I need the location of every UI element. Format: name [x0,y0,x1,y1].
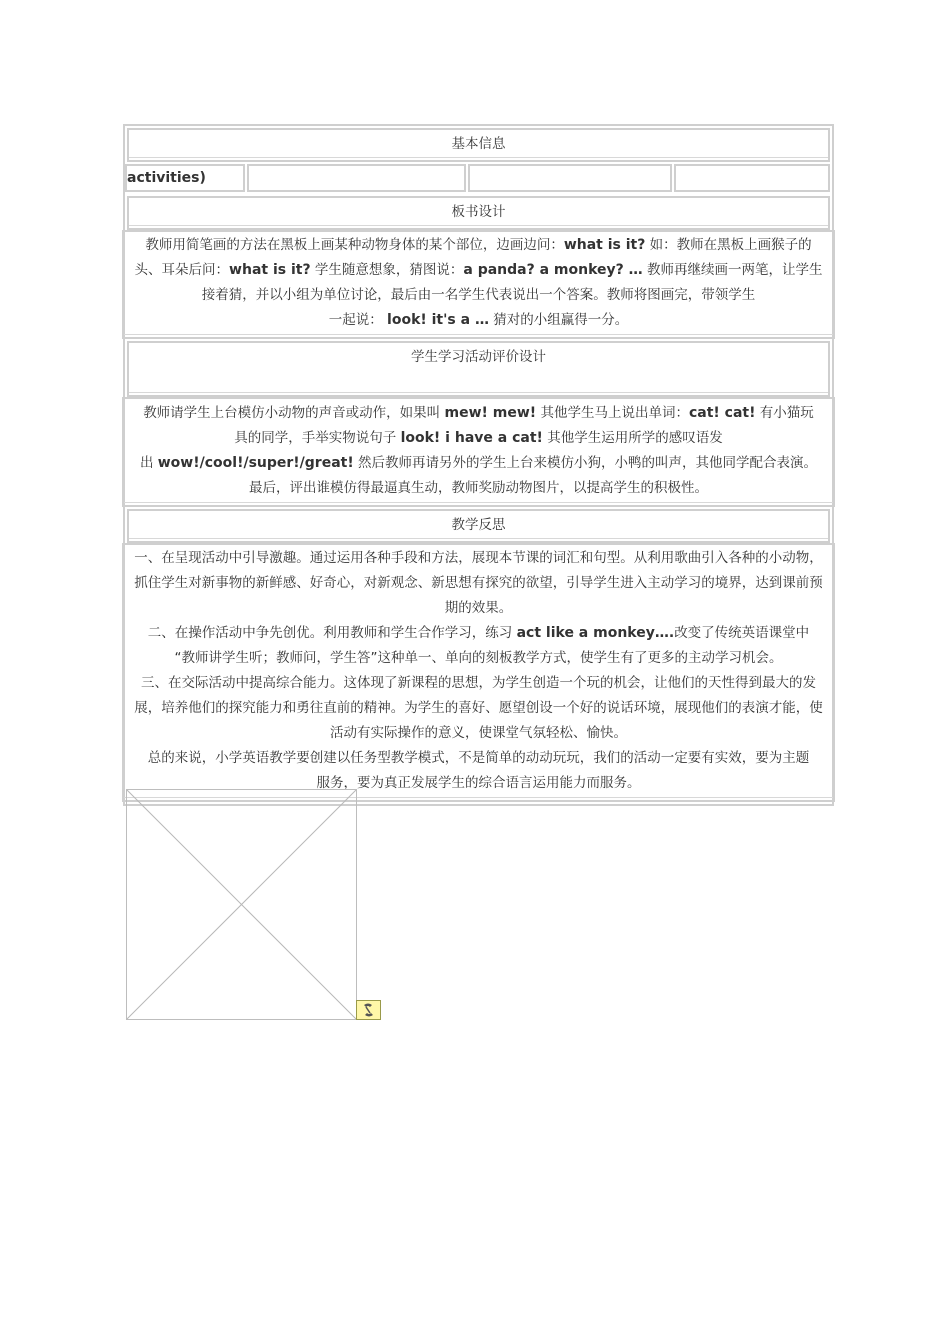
text-segment: 其他学生运用所学的感叹语发 [542,430,723,446]
text-line [124,646,833,671]
text-segment: 期的效果。 [444,600,513,616]
english-phrase: look! it's a … [387,312,489,328]
activities-row [127,164,830,194]
text-line [124,476,833,501]
english-phrase: what is it? [229,262,311,278]
text-segment: 具的同学，手举实物说句子 [234,430,401,446]
text-segment: 然后教师再请另外的学生上台来模仿小狗，小鸭的叫声，其他同学配合表演。 [353,455,818,471]
english-phrase: what is it? [563,237,646,253]
reflection-content [122,543,835,802]
text-line [124,596,833,621]
text-segment: 活动有实际操作的意义，使课堂气氛轻松、愉快。 [330,725,627,741]
english-phrase: wow!/cool!/super!/great! [157,455,354,471]
evaluation-header-text: 学生学习活动评价设计 [411,349,546,365]
english-phrase: act like a monkey…. [516,625,675,641]
broken-image-icon [356,1000,381,1020]
reflection-header: 教学反思 [127,509,830,543]
empty-cell [247,164,466,192]
activities-label: activities) [125,164,245,192]
text-segment: 二、在操作活动中争先创优。利用教师和学生合作学习，练习 [147,625,517,641]
text-segment: 最后，评出谁模仿得最逼真生动，教师奖励动物图片，以提高学生的积极性。 [249,480,708,496]
text-segment: 教师用简笔画的方法在黑板上画某种动物身体的某个部位，边画边问： [145,237,564,253]
text-line [124,746,833,771]
board-design-header: 板书设计 [127,196,830,230]
text-line [124,283,833,308]
text-line [124,451,833,476]
empty-cell [674,164,830,192]
evaluation-blank [129,367,828,389]
board-design-content [122,230,835,339]
text-segment: 有小猫玩 [755,405,814,421]
text-segment: 如：教师在黑板上画猴子的 [645,237,812,253]
english-phrase: a panda? a monkey? … [463,262,643,278]
text-line [124,258,833,283]
empty-cell [468,164,672,192]
text-segment: 教师再继续画一两笔，让学生 [642,262,823,278]
placeholder-cross [127,790,356,1019]
text-segment: 一起说： [328,312,388,328]
text-segment: 改变了传统英语课堂中 [674,625,810,641]
text-segment: 教师请学生上台模仿小动物的声音或动作，如果叫 [143,405,445,421]
text-line [124,621,833,646]
evaluation-header [127,341,830,397]
text-segment: 服务，要为真正发展学生的综合语言运用能力而服务。 [316,775,641,791]
text-line [124,696,833,721]
english-phrase: mew! mew! [444,405,537,421]
text-segment: 头、耳朵后问： [134,262,230,278]
text-line [124,546,833,571]
text-segment: 总的来说，小学英语教学要创建以任务型教学模式，不是简单的动动玩玩，我们的活动一定要有实效，要为主题 [147,750,810,766]
text-line [124,426,833,451]
text-line [124,233,833,258]
english-phrase: look! i have a cat! [400,430,543,446]
english-phrase: cat! cat! [688,405,756,421]
text-segment: 出 [139,455,158,471]
text-line [124,308,833,333]
text-segment: 抓住学生对新事物的新鲜感、好奇心，对新观念、新思想有探究的欲望，引导学生进入主动学习的境界，达到课前预 [134,575,823,591]
text-segment: 展，培养他们的探究能力和勇往直前的精神。为学生的喜好、愿望创设一个好的说话环境，展现他们的表演才能，使 [134,700,823,716]
text-segment: 接着猜，并以小组为单位讨论，最后由一名学生代表说出一个答案。教师将图画完，带领学生 [201,287,756,303]
text-segment: 其他学生马上说出单词： [536,405,689,421]
text-line [124,721,833,746]
text-segment: 学生随意想象，猜图说： [310,262,464,278]
basic-info-header: 基本信息 [127,128,830,162]
text-segment: 三、在交际活动中提高综合能力。这体现了新课程的思想，为学生创造一个玩的机会，让他们的天性得到最大的发 [141,675,816,691]
text-segment: 猜对的小组赢得一分。 [488,312,629,328]
image-placeholder [126,789,357,1020]
text-line [124,671,833,696]
text-line [124,571,833,596]
text-segment: “教师讲学生听；教师问，学生答”这种单一、单向的刻板教学方式，使学生有了更多的主动学习机会。 [174,650,783,666]
text-segment: 一、在呈现活动中引导激趣。通过运用各种手段和方法，展现本节课的词汇和句型。从利用歌曲引入各种的小动物， [134,550,823,566]
lesson-table [123,124,834,806]
text-line [124,401,833,426]
evaluation-content [122,397,835,507]
